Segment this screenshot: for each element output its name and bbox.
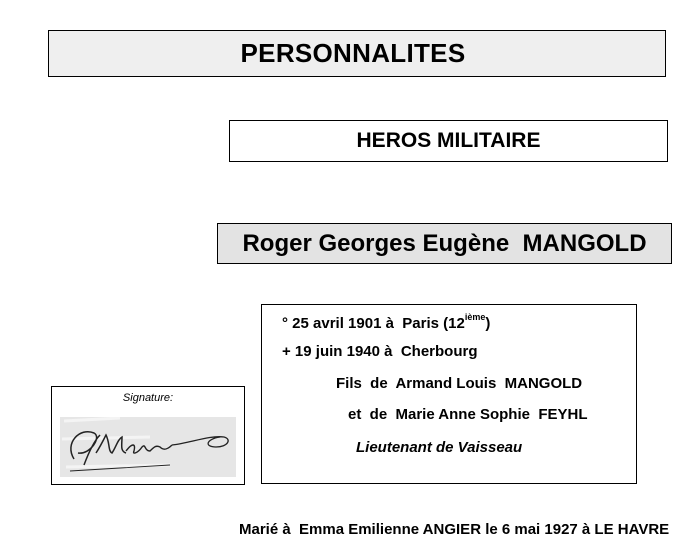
signature-label: Signature: (122, 392, 174, 404)
marriage-line: Marié à Emma Emilienne ANGIER le 6 mai 1927 à LE HAVRE (239, 521, 670, 538)
category-banner (229, 120, 668, 162)
name-banner (217, 223, 672, 264)
category-label: HEROS MILITAIRE (356, 129, 541, 152)
birth-superscript: ième (464, 312, 486, 322)
page-title: PERSONNALITES (240, 38, 466, 68)
mother-line: et de Marie Anne Sophie FEYHL (348, 406, 588, 423)
birth-suffix: ) (485, 315, 491, 332)
death-line: + 19 juin 1940 à Cherbourg (282, 343, 478, 360)
biography-box (261, 304, 637, 484)
birth-text: ° 25 avril 1901 à Paris (12 (282, 315, 465, 332)
birth-line (282, 314, 490, 332)
father-line: Fils de Armand Louis MANGOLD (336, 375, 583, 392)
person-name: Roger Georges Eugène MANGOLD (242, 229, 647, 257)
rank-line: Lieutenant de Vaisseau (356, 439, 523, 456)
signature-box (51, 386, 245, 485)
title-banner (48, 30, 666, 77)
signature-image (60, 417, 236, 477)
